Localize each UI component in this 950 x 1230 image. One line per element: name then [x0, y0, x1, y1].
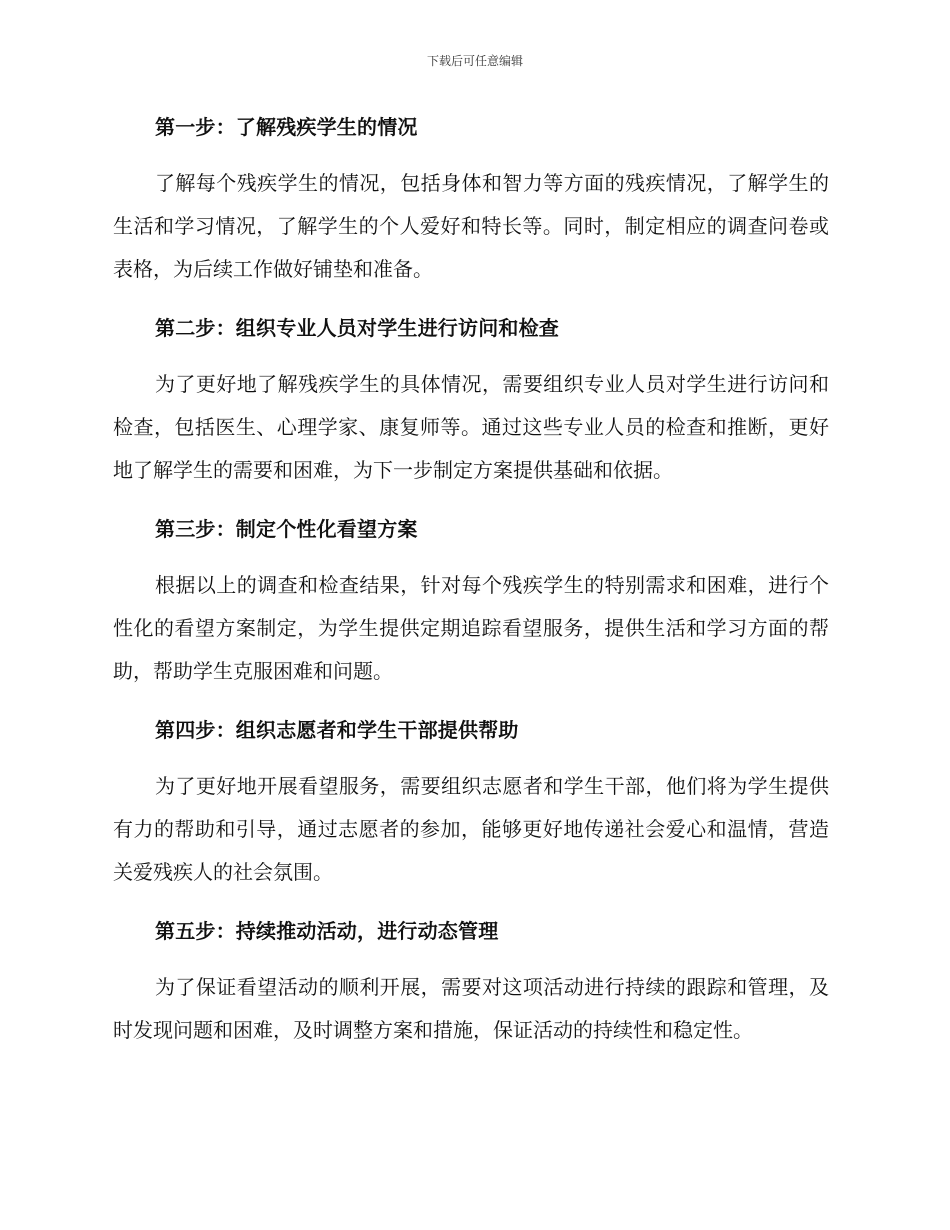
- header-note: 下载后可任意编辑: [426, 54, 523, 68]
- step-1-heading: 第一步：了解残疾学生的情况: [155, 115, 418, 139]
- step-4-section: [113, 711, 829, 894]
- step-2-heading: 第二步：组织专业人员对学生进行访问和检查: [155, 316, 559, 340]
- step-5-section: [113, 912, 829, 1052]
- step-5-heading: 第五步：持续推动活动，进行动态管理: [155, 919, 499, 943]
- step-1-body: 了解每个残疾学生的情况，包括身体和智力等方面的残疾情况，了解学生的生活和学习情况，了解学生的个人爱好和特长等。同时，制定相应的调查问卷或表格，为后续工作做好铺垫和准备。: [113, 171, 829, 281]
- step-3-body: 根据以上的调查和检查结果，针对每个残疾学生的特别需求和困难，进行个性化的看望方案制定，为学生提供定期追踪看望服务，提供生活和学习方面的帮助，帮助学生克服困难和问题。: [113, 573, 829, 683]
- step-1-section: [113, 108, 829, 291]
- step-5-body: 为了保证看望活动的顺利开展，需要对这项活动进行持续的跟踪和管理，及时发现问题和困难，及时调整方案和措施，保证活动的持续性和稳定性。: [113, 975, 829, 1042]
- step-2-body: 为了更好地了解残疾学生的具体情况，需要组织专业人员对学生进行访问和检查，包括医生、心理学家、康复师等。通过这些专业人员的检查和推断，更好地了解学生的需要和困难，为下一步制定方案提供基础和依据。: [113, 372, 829, 482]
- step-2-section: [113, 309, 829, 492]
- step-3-section: [113, 510, 829, 693]
- step-4-heading: 第四步：组织志愿者和学生干部提供帮助: [155, 718, 519, 742]
- step-3-heading: 第三步：制定个性化看望方案: [155, 517, 418, 541]
- document-content: [113, 108, 829, 1070]
- step-4-body: 为了更好地开展看望服务，需要组织志愿者和学生干部，他们将为学生提供有力的帮助和引导，通过志愿者的参加，能够更好地传递社会爱心和温情，营造关爱残疾人的社会氛围。: [113, 774, 829, 884]
